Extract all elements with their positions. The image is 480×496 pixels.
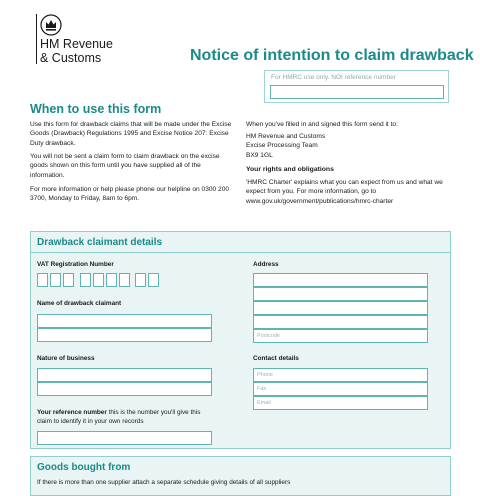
address-field-4[interactable] <box>253 315 428 329</box>
vat-digit-box[interactable] <box>37 273 48 287</box>
intro-paragraph: Use this form for drawback claims that will be made under the Excise Goods (Drawback) Regulations 1995 and Excise Notice 207: Excise Duty drawback. <box>30 121 232 147</box>
address-field-2[interactable] <box>253 287 428 301</box>
org-name <box>40 38 113 65</box>
goods-section-title: Goods bought from <box>37 462 131 473</box>
nature-of-business-label: Nature of business <box>37 355 95 362</box>
address-line: HM Revenue and Customs <box>246 133 326 140</box>
vat-digit-box[interactable] <box>106 273 117 287</box>
org-line-2: & Customs <box>40 50 102 65</box>
phone-placeholder: Phone <box>257 372 273 378</box>
when-to-use-title: When to use this form <box>30 102 162 116</box>
reference-label-bold: Your reference number <box>37 409 107 416</box>
vat-digit-box[interactable] <box>50 273 61 287</box>
nature-of-business-field-1[interactable] <box>37 368 212 382</box>
vat-digit-box[interactable] <box>119 273 130 287</box>
claim-form-paragraph: You will not be sent a claim form to claim drawback on the excise goods shown on this form until you have supplied all of the information. <box>30 153 220 179</box>
claimant-name-field-2[interactable] <box>37 328 212 342</box>
form-title: Notice of intention to claim drawback <box>190 47 474 64</box>
org-line-1: HM Revenue <box>40 37 113 51</box>
vat-digit-box[interactable] <box>135 273 146 287</box>
vat-label: VAT Registration Number <box>37 261 114 268</box>
claimant-name-label: Name of drawback claimant <box>37 300 122 307</box>
address-field-3[interactable] <box>253 301 428 315</box>
vat-digit-box[interactable] <box>80 273 91 287</box>
crest-icon <box>40 14 62 36</box>
fax-placeholder: Fax <box>257 386 267 392</box>
address-label: Address <box>253 261 279 268</box>
goods-section <box>30 456 451 496</box>
office-use-label: For HMRC use only. NOI reference number <box>271 74 396 81</box>
address-line: BX9 1GL <box>246 151 273 159</box>
claimant-name-field-1[interactable] <box>37 314 212 328</box>
nature-of-business-field-2[interactable] <box>37 382 212 396</box>
email-field[interactable] <box>253 396 428 410</box>
helpline-paragraph: For more information or help please phone our helpline on 0300 200 3700, Monday to Friday, 8am to 6pm. <box>30 186 230 203</box>
section-divider <box>31 252 450 253</box>
email-placeholder: Email <box>257 400 271 406</box>
fax-field[interactable] <box>253 382 428 396</box>
phone-field[interactable] <box>253 368 428 382</box>
charter-paragraph: 'HMRC Charter' explains what you can expect from us and what we expect from you. For more information, go to www.gov.uk/government/publications/hmrc-charter <box>246 179 443 205</box>
claimant-section <box>30 231 451 449</box>
postcode-placeholder: Postcode <box>257 333 280 339</box>
rights-title: Your rights and obligations <box>246 166 334 173</box>
logo-rule <box>36 14 37 64</box>
postal-address <box>246 132 446 160</box>
claimant-section-title: Drawback claimant details <box>37 237 163 248</box>
vat-digit-box[interactable] <box>63 273 74 287</box>
reference-number-label <box>37 408 217 426</box>
address-line: Excise Processing Team <box>246 142 318 150</box>
contact-details-label: Contact details <box>253 355 299 362</box>
vat-digit-box[interactable] <box>93 273 104 287</box>
postcode-field[interactable] <box>253 329 428 343</box>
reference-label-help: this is the number you'll give this claim to identify it in your own records <box>37 409 201 425</box>
reference-number-field[interactable] <box>37 431 212 445</box>
goods-section-text: If there is more than one supplier attach a separate schedule giving details of all suppliers <box>37 479 291 486</box>
address-field-1[interactable] <box>253 273 428 287</box>
office-use-box <box>264 70 449 103</box>
vat-digit-box[interactable] <box>148 273 159 287</box>
send-to-paragraph: When you've filled in and signed this form send it to: <box>246 121 398 128</box>
noi-reference-field[interactable] <box>270 85 444 99</box>
